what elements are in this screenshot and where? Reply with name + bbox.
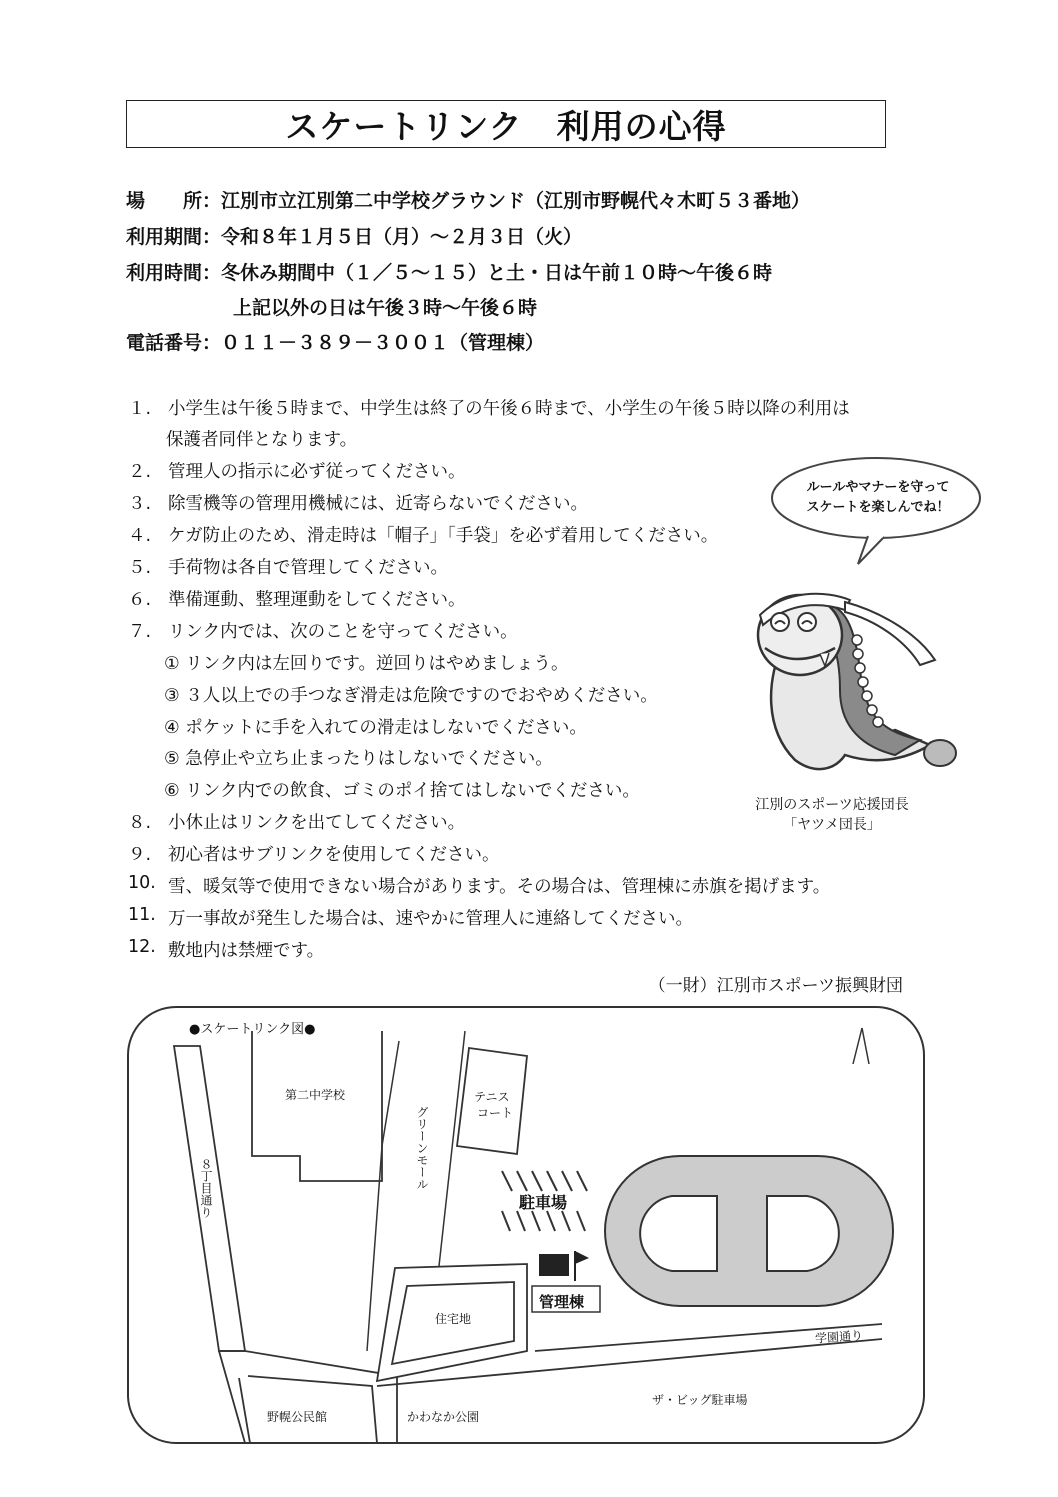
rule-text: 小学生は午後５時まで、中学生は終了の午後６時まで、小学生の午後５時以降の利用は: [168, 399, 850, 419]
rule-text: 保護者同伴となります。: [166, 430, 358, 450]
rule-text: ① リンク内は左回りです。逆回りはやめましょう。: [164, 654, 569, 674]
rule-number: ６.: [128, 590, 152, 610]
rule-text: 準備運動、整理運動をしてください。: [168, 590, 466, 610]
organization-name: （一財）江別市スポーツ振興財団: [648, 976, 903, 996]
rule-text: 雪、暖気等で使用できない場合があります。その場合は、管理棟に赤旗を掲げます。: [168, 877, 831, 897]
rule-number: ２.: [128, 462, 152, 482]
speech-line: スケートを楽しんでね！: [806, 500, 950, 515]
info-period: 利用期間：令和８年１月５日（月）～２月３日（火）: [126, 226, 583, 248]
rule-number: 10.: [128, 873, 156, 893]
mascot-caption: [732, 795, 932, 835]
caption-line: 「ヤツメ団長」: [783, 817, 881, 833]
rule-text: 手荷物は各自で管理してください。: [168, 558, 448, 578]
rule-text: 小休止はリンクを出てしてください。: [168, 813, 466, 833]
map-gakuen-label: 学園通り: [814, 1328, 864, 1346]
rule-text: ⑥ リンク内での飲食、ゴミのポイ捨てはしないでください。: [164, 781, 640, 801]
rule-text: 除雪機等の管理用機械には、近寄らないでください。: [168, 494, 588, 514]
rule-number: ４.: [128, 526, 152, 546]
rule-number: 11.: [128, 905, 156, 925]
map-street8-label: ８丁目通り: [199, 1158, 213, 1218]
rule-text: ケガ防止のため、滑走時は「帽子」「手袋」を必ず着用してください。: [168, 526, 719, 546]
mascot-lamprey-icon: [745, 570, 965, 790]
caption-line: 江別のスポーツ応援団長: [755, 797, 909, 813]
rule-number: 12.: [128, 937, 156, 957]
rule-text: 初心者はサブリンクを使用してください。: [168, 845, 500, 865]
map-school-label: 第二中学校: [285, 1088, 346, 1102]
page-title: スケートリンク 利用の心得: [285, 106, 727, 146]
rule-text: 管理人の指示に必ず従ってください。: [168, 462, 466, 482]
map-residential-label: 住宅地: [435, 1312, 472, 1326]
rule-number: ７.: [128, 622, 152, 642]
map-community-label: 野幌公民館: [267, 1410, 328, 1424]
map-parking-label: 駐車場: [519, 1193, 568, 1212]
title-box: [126, 100, 886, 148]
map-green-mall-label: グリーンモール: [415, 1106, 429, 1190]
rule-text: 敷地内は禁煙です。: [168, 941, 325, 961]
info-hours: 利用時間：冬休み期間中（１／５～１５）と土・日は午前１０時～午後６時: [126, 262, 773, 284]
speech-text: [772, 478, 984, 518]
map-tennis-label-2: コート: [477, 1106, 514, 1120]
rule-text: リンク内では、次のことを守ってください。: [168, 622, 518, 642]
rule-text: ④ ポケットに手を入れての滑走はしないでください。: [164, 718, 587, 738]
map-big-parking-label: ザ・ビッグ駐車場: [652, 1393, 748, 1407]
info-place: 場 所：江別市立江別第二中学校グラウンド（江別市野幌代々木町５３番地）: [126, 190, 811, 212]
info-phone: 電話番号：０１１－３８９－３００１（管理棟）: [126, 332, 545, 354]
map-drawing: [127, 1006, 925, 1444]
rule-number: ９.: [128, 845, 152, 865]
map-tennis-label: テニス: [474, 1090, 510, 1104]
map-park-label: かわなか公園: [407, 1410, 480, 1424]
rink-map: [127, 1006, 925, 1444]
rule-text: ⑤ 急停止や立ち止まったりはしないでください。: [164, 749, 553, 769]
rule-number: ８.: [128, 813, 152, 833]
rule-number: ３.: [128, 494, 152, 514]
rule-text: 万一事故が発生した場合は、速やかに管理人に連絡してください。: [168, 909, 693, 929]
info-hours-2: 上記以外の日は午後３時～午後６時: [233, 297, 538, 319]
rule-number: １.: [128, 399, 152, 419]
speech-line: ルールやマナーを守って: [806, 480, 950, 495]
map-heading: ●スケートリンク図●: [189, 1022, 316, 1037]
rule-number: ５.: [128, 558, 152, 578]
map-office-label: 管理棟: [539, 1293, 585, 1311]
rule-text: ③ ３人以上での手つなぎ滑走は危険ですのでおやめください。: [164, 686, 658, 706]
